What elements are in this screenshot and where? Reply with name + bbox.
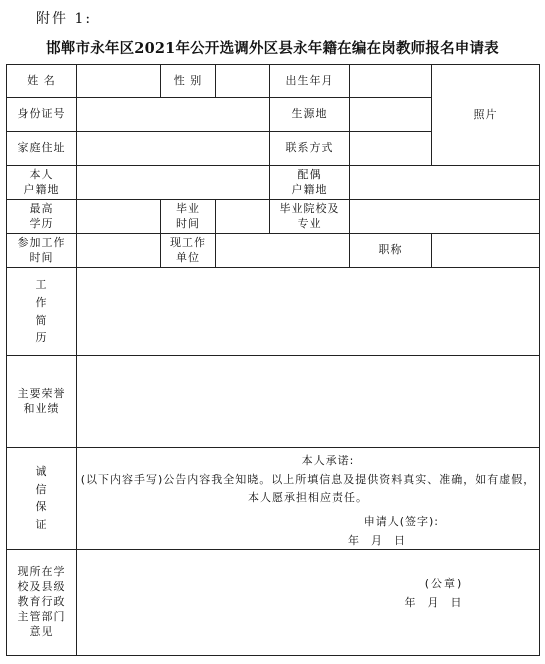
origin-label: 生源地 — [270, 98, 350, 132]
id-number-label: 身份证号 — [7, 98, 77, 132]
work-start-label: 参加工作 时间 — [7, 234, 77, 268]
birth-label: 出生年月 — [270, 65, 350, 98]
honors-field[interactable] — [77, 356, 540, 448]
grad-school-field[interactable] — [350, 200, 540, 234]
spouse-hukou-field[interactable] — [350, 166, 540, 200]
education-label: 最高 学历 — [7, 200, 77, 234]
official-seal-label: (公章) — [424, 577, 464, 591]
applicant-signature-label: 申请人(签字): — [363, 515, 439, 529]
spouse-hukou-label: 配偶 户籍地 — [270, 166, 350, 200]
honors-label: 主要荣誉 和业绩 — [7, 356, 77, 448]
gender-label: 性 别 — [161, 65, 216, 98]
hukou-label: 本人 户籍地 — [7, 166, 77, 200]
promise-date: 年月日 — [348, 533, 417, 547]
grad-school-label: 毕业院校及 专业 — [270, 200, 350, 234]
birth-field[interactable] — [350, 65, 432, 98]
title-label: 职称 — [350, 234, 432, 268]
title-field[interactable] — [432, 234, 540, 268]
photo-box[interactable]: 照片 — [432, 65, 540, 166]
opinion-date: 年月日 — [404, 596, 474, 610]
contact-label: 联系方式 — [270, 132, 350, 166]
id-number-field[interactable] — [77, 98, 270, 132]
name-field[interactable] — [77, 65, 161, 98]
gender-field[interactable] — [216, 65, 270, 98]
attachment-label: 附件 1: — [36, 11, 93, 27]
opinion-label: 现所在学 校及县级 教育行政 主管部门 意见 — [7, 549, 77, 655]
application-form-table — [6, 64, 540, 656]
current-unit-label: 现工作 单位 — [161, 234, 216, 268]
grad-time-field[interactable] — [216, 200, 270, 234]
form-title: 邯郸市永年区2021年公开选调外区县永年籍在编在岗教师报名申请表 — [46, 40, 499, 57]
work-start-field[interactable] — [77, 234, 161, 268]
integrity-promise-area[interactable] — [77, 448, 540, 550]
grad-time-label: 毕业 时间 — [161, 200, 216, 234]
promise-heading: 本人承诺: — [301, 454, 355, 467]
current-unit-field[interactable] — [216, 234, 350, 268]
promise-text: (以下内容手写)公告内容我全知晓。以上所填信息及提供资料真实、准确，如有虚假，本人愿承担相应责任。 — [80, 472, 536, 504]
integrity-label: 诚 信 保 证 — [35, 465, 48, 531]
opinion-field[interactable] — [77, 549, 540, 655]
contact-field[interactable] — [350, 132, 432, 166]
address-field[interactable] — [77, 132, 270, 166]
address-label: 家庭住址 — [7, 132, 77, 166]
resume-field[interactable] — [77, 268, 540, 356]
hukou-field[interactable] — [77, 166, 270, 200]
education-field[interactable] — [77, 200, 161, 234]
origin-field[interactable] — [350, 98, 432, 132]
resume-label: 工 作 简 历 — [35, 278, 48, 345]
name-label: 姓 名 — [7, 65, 77, 98]
